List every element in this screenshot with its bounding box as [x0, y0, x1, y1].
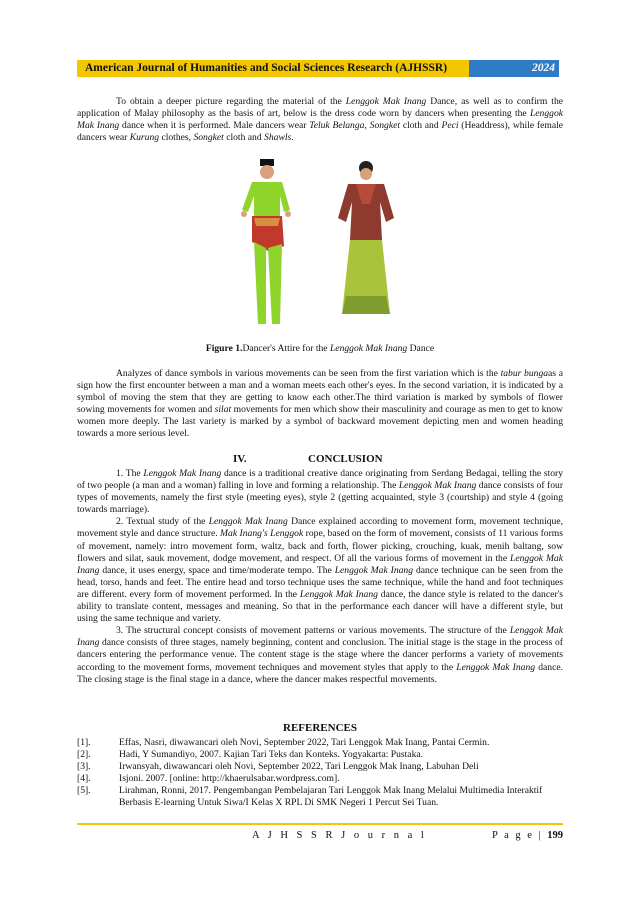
- reference-item: [4]. Isjoni. 2007. [online: http://khaerulsabar.wordpress.com].: [77, 773, 340, 785]
- reference-item: [1]. Effas, Nasri, diwawancari oleh Novi, September 2022, Tari Lenggok Mak Inang, Pantai Cermin.: [77, 737, 490, 748]
- figure-caption: Figure 1.Dancer's Attire for the Lenggok Mak Inang Dance: [205, 343, 435, 354]
- journal-year: 2024: [469, 60, 559, 77]
- female-dancer-illustration: [338, 161, 394, 314]
- conclusion-point-3: 3. The structural concept consists of movement patterns or various movements. The structure of the Lenggok Mak Inang dance consists of three stages, namely beginning, content and conclusion. The initial stage is the stage in the process of dancers entering the performance venue. The content stage is the stage where the dancer performs a variety of movements according to the movement forms, movement techniques and movement styles that apply to the Lenggok Mak Inang dance. The closing stage is the final stage in a dance, where the dancer makes respectful movements.: [77, 625, 563, 685]
- reference-item: [2]. Hadi, Y Sumandiyo, 2007. Kajian Tari Teks dan Konteks. Yogyakarta: Pustaka.: [77, 749, 424, 761]
- page-number: P a g e | 199: [492, 830, 563, 841]
- section-title: CONCLUSION: [308, 453, 383, 465]
- reference-item: [3]. Irwansyah, diwawancari oleh Novi, September 2022, Tari Lenggok Mak Inang, Labuhan Deli: [77, 761, 479, 773]
- journal-title: American Journal of Humanities and Social Sciences Research (AJHSSR): [77, 60, 469, 77]
- reference-item: [5]. Lirahman, Ronni, 2017. Pengembangan Pembelajaran Tari Lenggok Mak Inang Melalui Multimedia Interaktif Berbasis E-learning Untuk Siwa/I Kelas X RPL Di SMK Negeri 1 Percut Sei Tuan.: [77, 785, 543, 809]
- intro-paragraph: [77, 96, 563, 144]
- conclusion-point-1: 1. The Lenggok Mak Inang dance is a traditional creative dance originating from Serdang Bedagai, telling the story of two people (a man and a woman) falling in love and forming a relationship. The Lenggok Mak Inang dance consists of four types of movements, namely the first style (meeting eyes), style 2 (getting acquainted, style 3 (courtship) and style 4 (going towards marriage).: [77, 468, 564, 516]
- conclusion-body: [77, 468, 563, 686]
- section-number: IV.: [233, 453, 247, 465]
- analysis-text: Analyzes of dance symbols in various movements can be seen from the first variation which is the tabur bungaas a sign how the first encounter between a man and a woman meets each other's eyes. In the second variation, it is indicated by a symbol of moving the stem that they are getting to know each other.The third variation is marked by symbols of flower sowing movements for women and silat movements for men which show their masculinity and courage as men to get to know women more deeply. The last variety is marked by a symbol of backward movement depicting men and women heading towards a more serious level.: [77, 368, 563, 440]
- conclusion-point-2: 2. Textual study of the Lenggok Mak Inang Dance explained according to movement form, movement technique, movement style and dance structure. Mak Inang's Lenggok rope, based on the form of movement, consists of 11 various forms of movement, namely: intro movement form, waltz, back and forth, flower picking, crouching, kuak, menih baltang, sow flowers and silat, sauk movement, dodge movement, and respect. Of all the various forms of movement in the Lenggok Mak Inang dance, it uses energy, space and time/moderate tempo. The Lenggok Mak Inang dance technique can be seen from the head, torso, hands and feet. The entire head and torso technique uses the same technique, while the hand and foot techniques are different. every form of movement performed. In the Lenggok Mak Inang dance, the dance style is related to the dancer's ability to translate content, messages and meaning. So that in the performance each dancer will have a different style, but using the same technique and variety.: [77, 516, 564, 625]
- footer-journal: A J H S S R J o u r n a l: [252, 830, 427, 841]
- references-heading: REFERENCES: [283, 722, 357, 734]
- journal-header: [77, 60, 559, 77]
- references-list: [77, 737, 563, 810]
- male-dancer-illustration: [241, 159, 291, 324]
- analysis-paragraph: [77, 368, 563, 441]
- footer-rule: [77, 823, 563, 825]
- intro-text: To obtain a deeper picture regarding the material of the Lenggok Mak Inang Dance, as well as to confirm the application of Malay philosophy as the basis of art, below is the dress code worn by dancers when presenting the Lenggok Mak Inang dance when it is performed. Male dancers wear Teluk Belanga, Songket cloth and Peci (Headdress), while female dancers wear Kurung clothes, Songket cloth and Shawls.: [77, 96, 564, 144]
- dancers-attire-figure: [230, 156, 410, 332]
